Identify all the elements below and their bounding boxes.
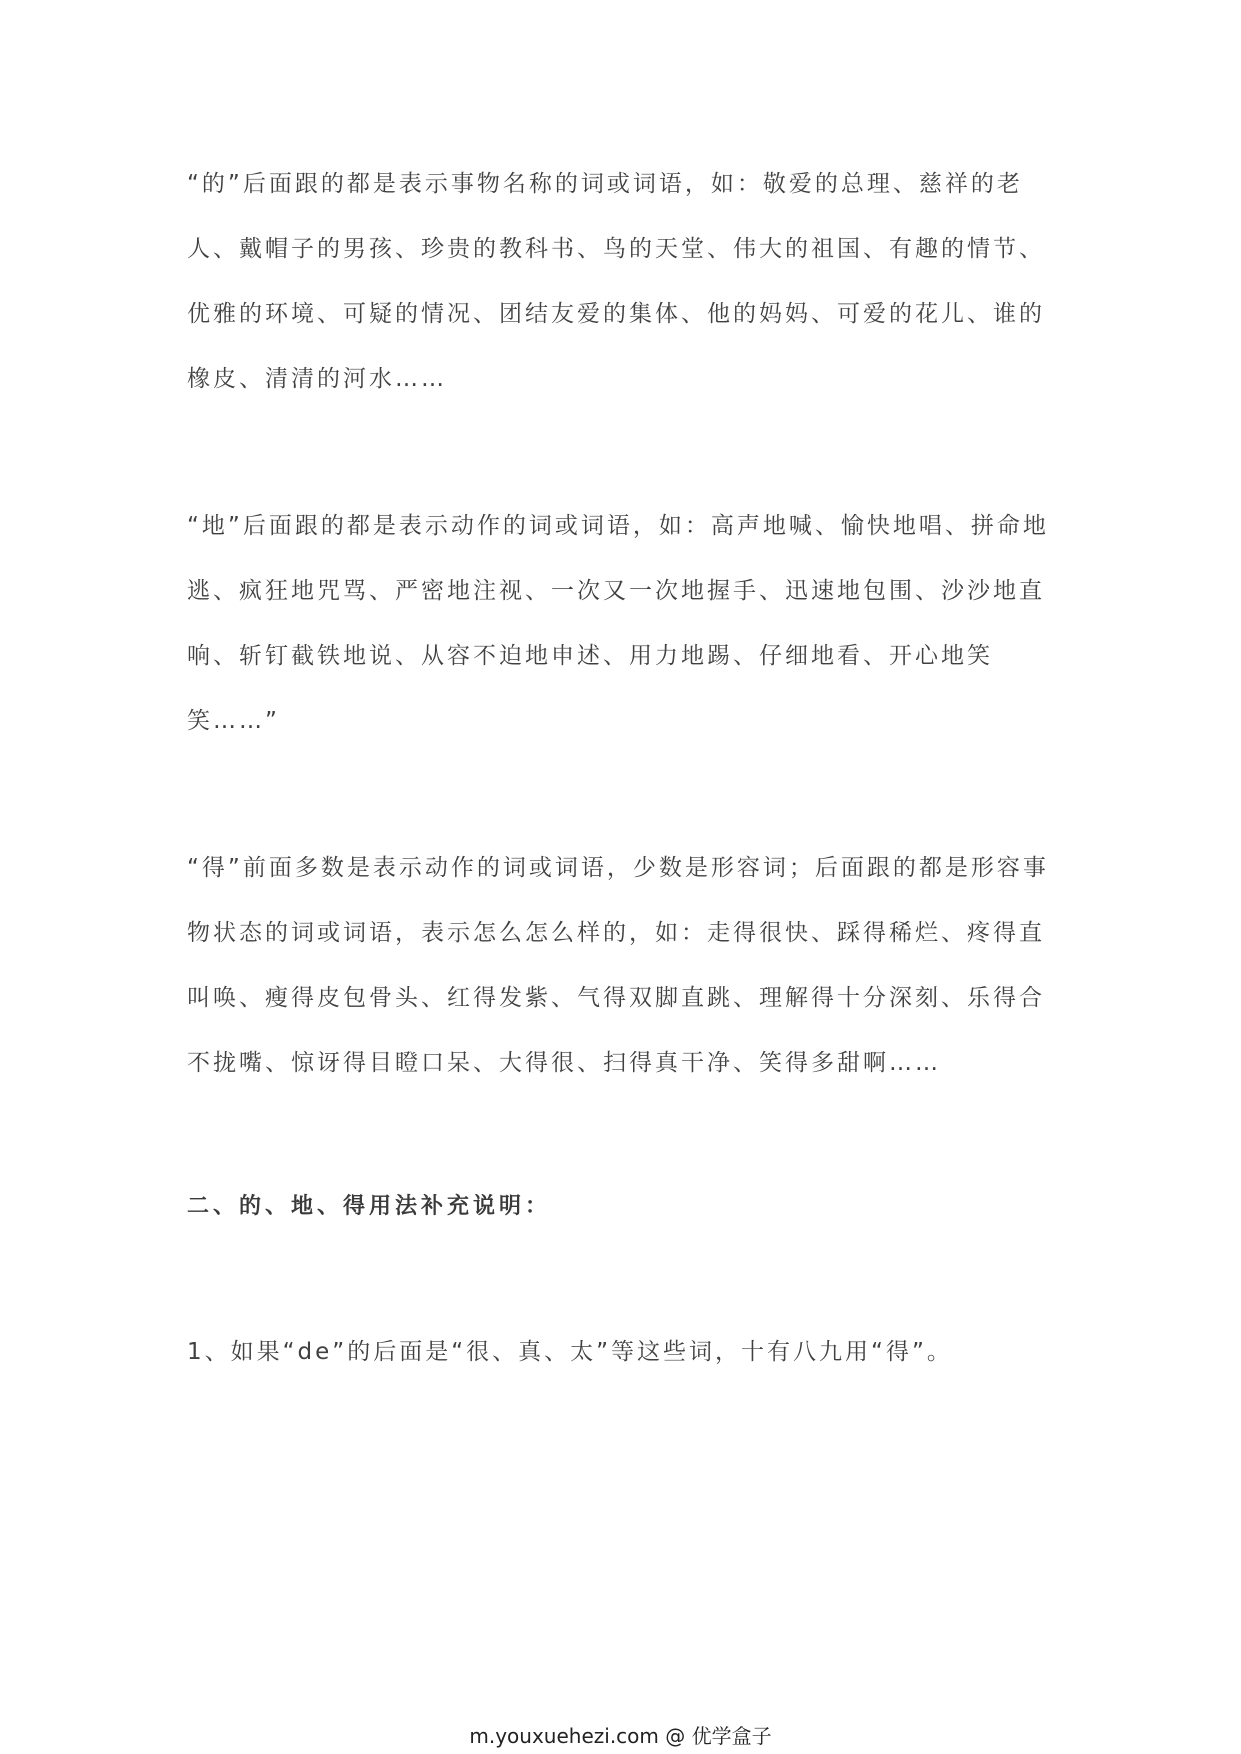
footer-watermark: m.youxuehezi.com @ 优学盒子 xyxy=(469,1724,772,1748)
rule-1-text: 1、如果“de”的后面是“很、真、太”等这些词，十有八九用“得”。 xyxy=(187,1339,953,1365)
section-heading: 二、的、地、得用法补充说明： xyxy=(187,1194,552,1219)
paragraph-de-complement-usage: “得”前面多数是表示动作的词或词语，少数是形容词；后面跟的都是形容事物状态的词或词语，表示怎么怎么样的，如：走得很快、踩得稀烂、疼得直叫唤、瘦得皮包骨头、红得发紫、气得双脚直跳、理解得十分深刻、乐得合不拢嘴、惊讶得目瞪口呆、大得很、扫得真干净、笑得多甜啊…… xyxy=(187,855,1049,1076)
paragraph-di-usage: “地”后面跟的都是表示动作的词或词语，如：高声地喊、愉快地唱、拼命地逃、疯狂地咒骂、严密地注视、一次又一次地握手、迅速地包围、沙沙地直响、斩钉截铁地说、从容不迫地申述、用力地踢、仔细地看、开心地笑笑……” xyxy=(187,513,1049,734)
paragraph-de-usage: “的”后面跟的都是表示事物名称的词或词语，如：敬爱的总理、慈祥的老人、戴帽子的男孩、珍贵的教科书、鸟的天堂、伟大的祖国、有趣的情节、优雅的环境、可疑的情况、团结友爱的集体、他的妈妈、可爱的花儿、谁的橡皮、清清的河水…… xyxy=(187,171,1045,392)
